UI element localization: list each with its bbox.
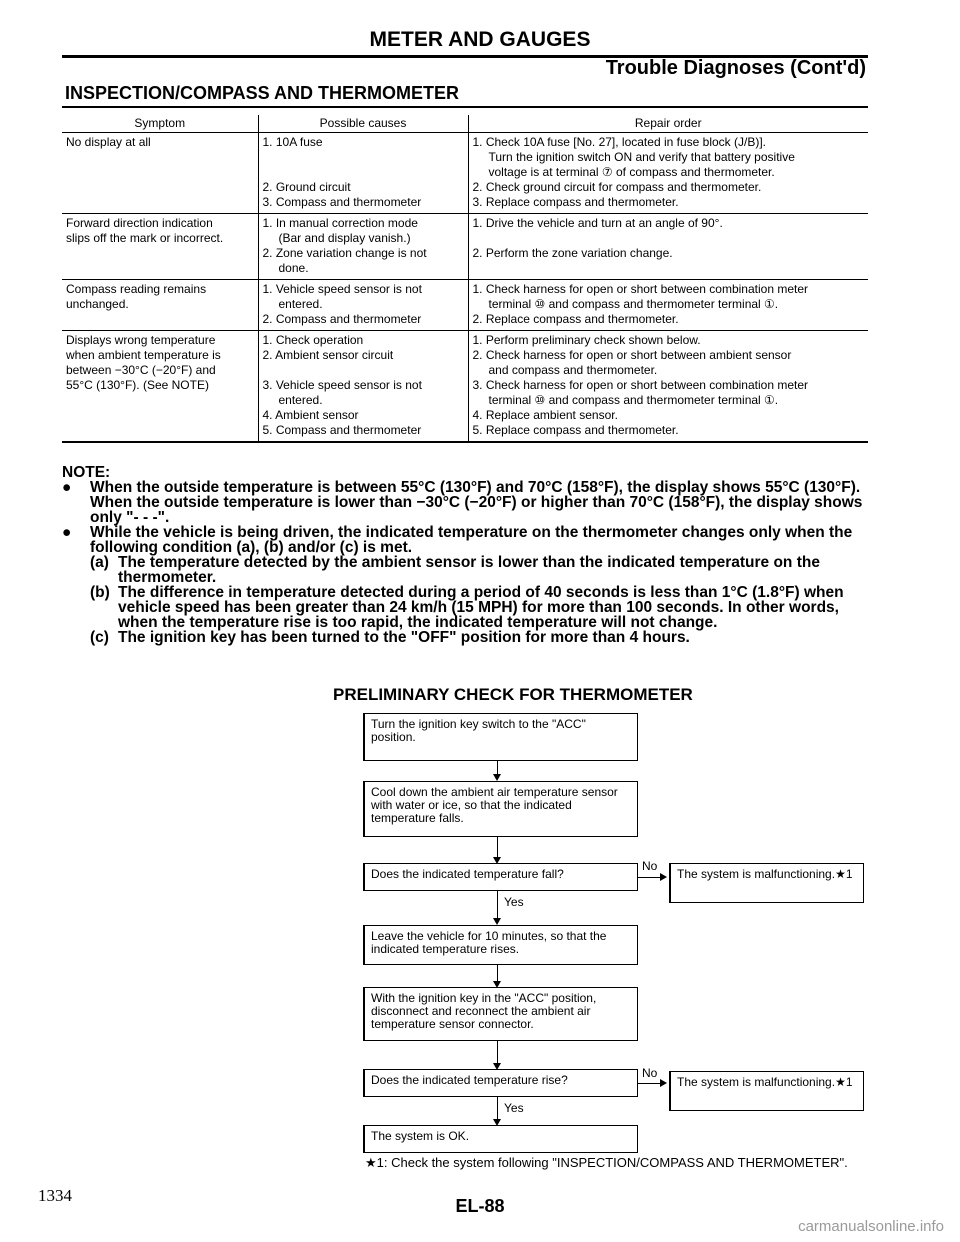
cause-item: 3. Vehicle speed sensor is not bbox=[262, 378, 422, 392]
causes-cell bbox=[258, 133, 468, 214]
yes-label: Yes bbox=[504, 1101, 524, 1115]
repair-item: 4. Replace ambient sensor. bbox=[472, 408, 618, 422]
table-header-row bbox=[62, 115, 868, 133]
symptom-text: when ambient temperature is bbox=[66, 348, 221, 362]
flow-step-box: With the ignition key in the "ACC" position, disconnect and reconnect the ambient air temperature sensor connector. bbox=[363, 987, 638, 1041]
cause-item-cont: done. bbox=[278, 261, 309, 275]
cause-item: 1. Vehicle speed sensor is not bbox=[262, 282, 422, 296]
repair-item: 1. Drive the vehicle and turn at an angle of 90°. bbox=[472, 216, 723, 230]
watermark: carmanualsonline.info bbox=[798, 1218, 944, 1235]
note-bullet bbox=[62, 525, 870, 555]
symptom-cell bbox=[62, 331, 258, 443]
repair-cell bbox=[468, 133, 868, 214]
symptom-text: 55°C (130°F). (See NOTE) bbox=[66, 378, 209, 392]
cause-item: 2. Ambient sensor circuit bbox=[262, 348, 394, 362]
header-symptom: Symptom bbox=[62, 115, 258, 133]
cause-item-cont: entered. bbox=[278, 393, 323, 407]
repair-item: 2. Perform the zone variation change. bbox=[472, 246, 673, 260]
section-title: INSPECTION/COMPASS AND THERMOMETER bbox=[65, 83, 460, 103]
cause-item: 1. In manual correction mode bbox=[262, 216, 418, 230]
repair-item-cont: voltage is at terminal ⑦ of compass and thermometer. bbox=[488, 165, 775, 179]
flow-connector bbox=[638, 877, 662, 878]
diagnosis-table bbox=[62, 115, 868, 443]
repair-item: 1. Check harness for open or short between combination meter bbox=[472, 282, 809, 296]
repair-item: 2. Replace compass and thermometer. bbox=[472, 312, 679, 326]
bullet-dot-icon: ● bbox=[62, 479, 72, 496]
note-condition bbox=[90, 555, 870, 585]
table-row bbox=[62, 133, 868, 214]
repair-cell bbox=[468, 214, 868, 280]
section-rule bbox=[62, 106, 868, 108]
flow-step-box: Cool down the ambient air temperature sensor with water or ice, so that the indicated temperature falls. bbox=[363, 781, 638, 837]
flow-step-box: Turn the ignition key switch to the "ACC" position. bbox=[363, 713, 638, 761]
note-bullet bbox=[62, 480, 870, 525]
repair-item: 2. Check harness for open or short between ambient sensor bbox=[472, 348, 792, 362]
symptom-text: No display at all bbox=[66, 135, 151, 149]
yes-label: Yes bbox=[504, 895, 524, 909]
cause-item: 4. Ambient sensor bbox=[262, 408, 359, 422]
flow-connector bbox=[497, 891, 498, 921]
repair-item: 3. Check harness for open or short between combination meter bbox=[472, 378, 809, 392]
flow-connector bbox=[638, 1083, 662, 1084]
condition-label: (c) bbox=[90, 629, 109, 646]
condition-label: (a) bbox=[90, 554, 109, 571]
arrow-right-icon bbox=[660, 1079, 667, 1087]
repair-item-cont: Turn the ignition switch ON and verify that battery positive bbox=[488, 150, 795, 164]
bullet-dot-icon: ● bbox=[62, 524, 72, 541]
repair-item: 2. Check ground circuit for compass and thermometer. bbox=[472, 180, 762, 194]
causes-cell bbox=[258, 280, 468, 331]
arrow-down-icon bbox=[493, 918, 501, 925]
symptom-cell bbox=[62, 214, 258, 280]
cause-item-cont: (Bar and display vanish.) bbox=[278, 231, 411, 245]
no-label: No bbox=[642, 1066, 658, 1080]
repair-item-cont: terminal ⑩ and compass and thermometer terminal ①. bbox=[488, 297, 779, 311]
page-title: METER AND GAUGES bbox=[369, 28, 591, 51]
cause-item: 2. Ground circuit bbox=[262, 180, 351, 194]
note-bullet-text: When the outside temperature is between 55°C (130°F) and 70°C (158°F), the display shows 55°C (130°F). When the outside temperature is lower than −30°C (−20°F) or higher than 70°C (158°F), the display shows only "- - -". bbox=[90, 479, 863, 526]
malfunction-box: The system is malfunctioning.★1 bbox=[669, 1071, 864, 1111]
symptom-text: Displays wrong temperature bbox=[66, 333, 216, 347]
symptom-text: unchanged. bbox=[66, 297, 129, 311]
symptom-text: Forward direction indication bbox=[66, 216, 213, 230]
cause-item: 1. 10A fuse bbox=[262, 135, 323, 149]
table-row bbox=[62, 214, 868, 280]
page-code: EL-88 bbox=[455, 1196, 505, 1216]
symptom-cell bbox=[62, 133, 258, 214]
cause-item-cont: entered. bbox=[278, 297, 323, 311]
condition-label: (b) bbox=[90, 584, 110, 601]
flow-step-box: Leave the vehicle for 10 minutes, so that the indicated temperature rises. bbox=[363, 925, 638, 965]
note-condition bbox=[90, 585, 870, 630]
table-row bbox=[62, 331, 868, 443]
symptom-text: slips off the mark or incorrect. bbox=[66, 231, 224, 245]
cause-item: 3. Compass and thermometer bbox=[262, 195, 422, 209]
cause-item: 2. Zone variation change is not bbox=[262, 246, 427, 260]
flow-connector bbox=[497, 837, 498, 859]
repair-item: 1. Perform preliminary check shown below. bbox=[472, 333, 701, 347]
flow-decision-box: Does the indicated temperature fall? bbox=[363, 863, 638, 891]
flow-connector bbox=[497, 1041, 498, 1065]
flow-decision-box: Does the indicated temperature rise? bbox=[363, 1069, 638, 1097]
arrow-right-icon bbox=[660, 873, 667, 881]
causes-cell bbox=[258, 214, 468, 280]
flowchart-title: PRELIMINARY CHECK FOR THERMOMETER bbox=[333, 685, 693, 704]
note-heading: NOTE: bbox=[62, 464, 111, 481]
note-section bbox=[62, 465, 870, 645]
condition-text: The temperature detected by the ambient sensor is lower than the indicated temperature on the thermometer. bbox=[118, 554, 820, 586]
page-number: 1334 bbox=[38, 1186, 72, 1205]
repair-item: 1. Check 10A fuse [No. 27], located in fuse block (J/B)]. bbox=[472, 135, 766, 149]
repair-cell bbox=[468, 280, 868, 331]
flow-result-box: The system is OK. bbox=[363, 1125, 638, 1153]
header-possible-causes: Possible causes bbox=[258, 115, 468, 133]
malfunction-box: The system is malfunctioning.★1 bbox=[669, 863, 864, 903]
cause-item: 1. Check operation bbox=[262, 333, 364, 347]
header-repair-order: Repair order bbox=[468, 115, 868, 133]
flow-footnote: ★1: Check the system following "INSPECTION/COMPASS AND THERMOMETER". bbox=[365, 1155, 848, 1170]
arrow-down-icon bbox=[493, 774, 501, 781]
cause-item: 5. Compass and thermometer bbox=[262, 423, 422, 437]
symptom-text: between −30°C (−20°F) and bbox=[66, 363, 216, 377]
note-bullet-text: While the vehicle is being driven, the indicated temperature on the thermometer changes only when the following condition (a), (b) and/or (c) is met. bbox=[90, 524, 853, 556]
repair-item-cont: terminal ⑩ and compass and thermometer terminal ①. bbox=[488, 393, 779, 407]
repair-item: 5. Replace compass and thermometer. bbox=[472, 423, 679, 437]
symptom-cell bbox=[62, 280, 258, 331]
repair-item: 3. Replace compass and thermometer. bbox=[472, 195, 679, 209]
repair-item-cont: and compass and thermometer. bbox=[488, 363, 658, 377]
page-subtitle: Trouble Diagnoses (Cont'd) bbox=[605, 57, 866, 79]
symptom-text: Compass reading remains bbox=[66, 282, 207, 296]
flow-connector bbox=[497, 1097, 498, 1121]
no-label: No bbox=[642, 859, 658, 873]
table-row bbox=[62, 280, 868, 331]
condition-text: The difference in temperature detected during a period of 40 seconds is less than 1°C (1.8°F) when vehicle speed has been greater than 24 km/h (15 MPH) for more than 100 seconds. In other words, when the temperature rise is too rapid, the indicated temperature will not change. bbox=[118, 584, 844, 631]
causes-cell bbox=[258, 331, 468, 443]
repair-cell bbox=[468, 331, 868, 443]
note-condition bbox=[90, 630, 870, 645]
condition-text: The ignition key has been turned to the "OFF" position for more than 4 hours. bbox=[118, 629, 690, 646]
cause-item: 2. Compass and thermometer bbox=[262, 312, 422, 326]
